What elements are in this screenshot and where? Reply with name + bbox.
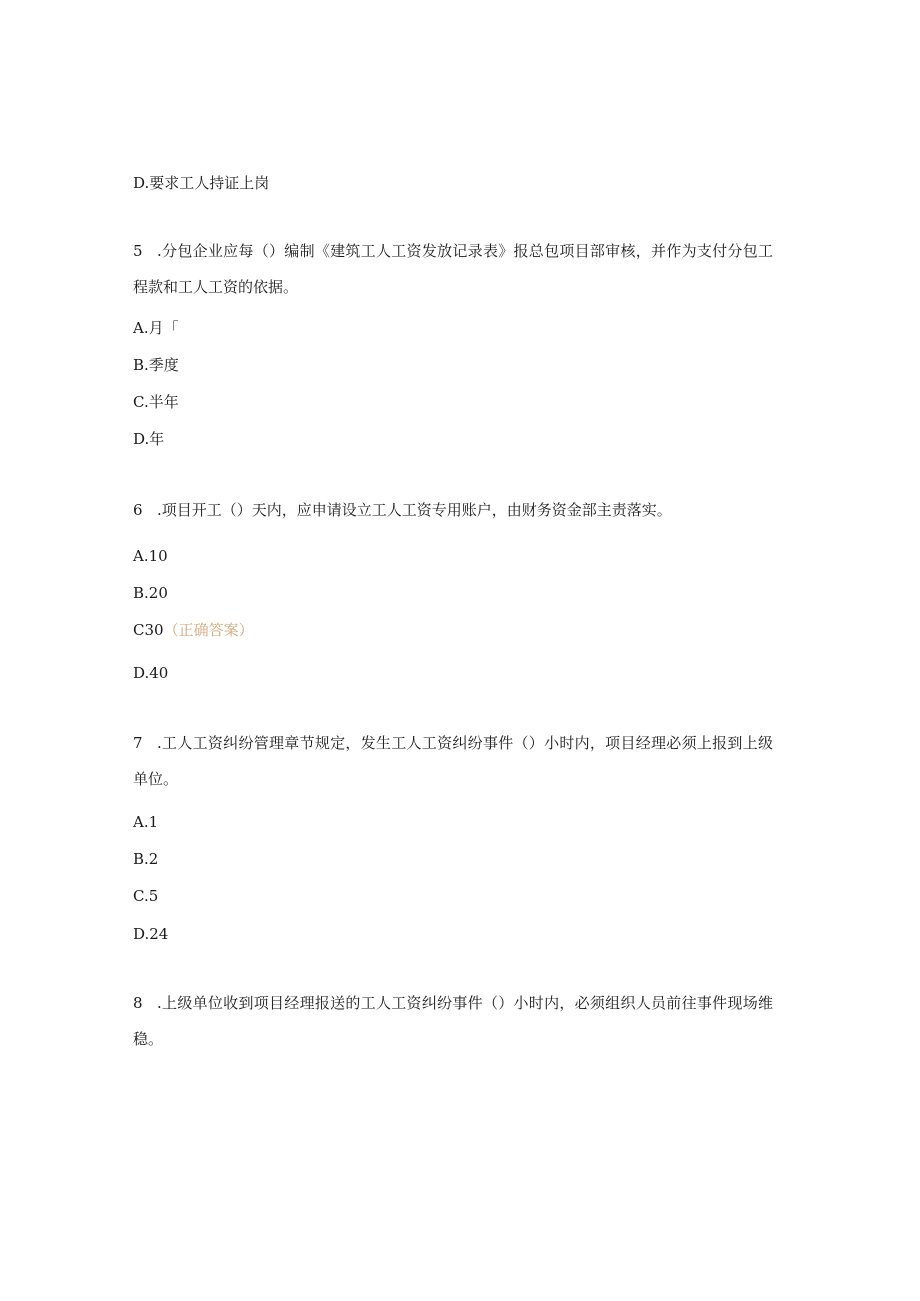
q6-stem bbox=[133, 492, 773, 528]
correct-answer-mark: （正确答案） bbox=[163, 621, 254, 639]
q4-option-d: D.要求工人持证上岗 bbox=[133, 174, 270, 192]
q8-number: 8 bbox=[133, 994, 143, 1012]
q5-option-b: B.季度 bbox=[133, 356, 179, 374]
q7-option-a: A.1 bbox=[133, 813, 159, 831]
q7-text: .工人工资纠纷管理章节规定，发生工人工资纠纷事件（）小时内，项目经理必须上报到上级单位。 bbox=[133, 734, 773, 788]
q6-option-c bbox=[133, 620, 254, 640]
q6-option-c-text: C30 bbox=[133, 621, 164, 639]
q7-option-d: D.24 bbox=[133, 925, 169, 943]
q5-stem bbox=[133, 233, 773, 305]
q6-option-a: A.10 bbox=[133, 547, 168, 565]
q5-number: 5 bbox=[133, 242, 143, 260]
q7-option-c: C.5 bbox=[133, 887, 159, 905]
q5-option-d: D.年 bbox=[133, 430, 165, 448]
q7-number: 7 bbox=[133, 734, 143, 752]
q8-text: .上级单位收到项目经理报送的工人工资纠纷事件（）小时内，必须组织人员前往事件现场维稳。 bbox=[133, 994, 773, 1048]
q7-option-b: B.2 bbox=[133, 850, 159, 868]
q7-stem bbox=[133, 725, 773, 797]
q5-option-a: A.月「 bbox=[133, 319, 179, 337]
q5-text: .分包企业应每（）编制《建筑工人工资发放记录表》报总包项目部审核，并作为支付分包工程款和工人工资的依据。 bbox=[133, 242, 773, 296]
q8-stem bbox=[133, 985, 773, 1057]
q6-option-d: D.40 bbox=[133, 664, 169, 682]
q6-text: .项目开工（）天内，应申请设立工人工资专用账户，由财务资金部主责落实。 bbox=[157, 501, 672, 519]
q5-option-c: C.半年 bbox=[133, 393, 179, 411]
q6-number: 6 bbox=[133, 501, 143, 519]
q6-option-b: B.20 bbox=[133, 584, 168, 602]
